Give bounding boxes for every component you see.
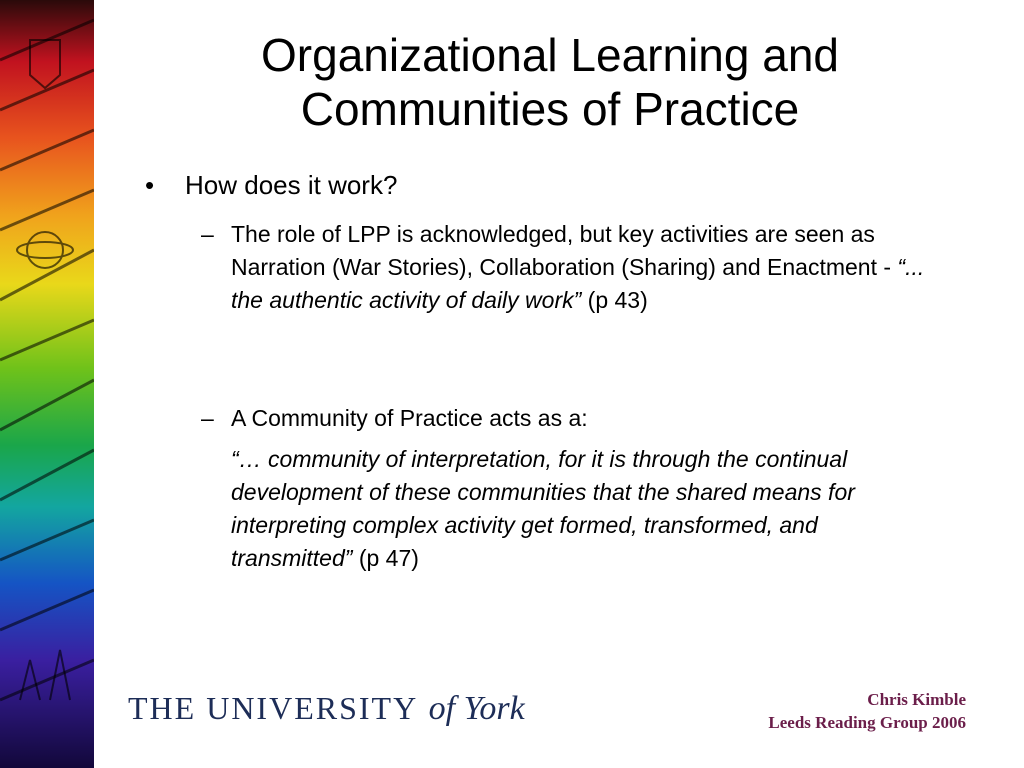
sub-bullet-body <box>231 218 941 317</box>
sub-bullet-text: The role of LPP is acknowledged, but key activities are seen as Narration (War Stories), Collaboration (Sharing) and Enactment - <box>231 221 898 280</box>
author-name: Chris Kimble <box>867 690 966 709</box>
dash-marker: – <box>201 405 214 431</box>
quote-block <box>231 443 941 575</box>
sub-bullet-body <box>231 402 941 575</box>
sub-bullet-text: A Community of Practice acts as a: <box>231 405 588 431</box>
bullet-marker: • <box>145 170 155 200</box>
sub-bullet-quote: “… community of interpretation, for it is through the continual development of these communities that the shared means for interpreting complex activity get formed, transformed, and transmitted” <box>231 446 855 571</box>
logo-script: of York <box>428 690 525 727</box>
decorative-rainbow-strip <box>0 0 94 768</box>
author-credit <box>768 688 966 734</box>
university-logo <box>128 690 525 740</box>
sub-bullet-lpp <box>201 218 941 317</box>
sub-bullet-community <box>201 402 941 575</box>
logo-text: THE UNIVERSITY <box>128 690 419 726</box>
sub-bullet-quote: “... the authentic activity of daily work” <box>231 254 925 313</box>
slide-title: Organizational Learning and Communities of Practice <box>261 29 839 135</box>
bullet-text: How does it work? <box>185 170 398 200</box>
sub-bullet-ref: (p 43) <box>581 287 648 313</box>
sub-bullet-ref: (p 47) <box>352 545 419 571</box>
dash-marker: – <box>201 221 214 247</box>
group-name: Leeds Reading Group 2006 <box>768 713 966 732</box>
strip-decoration-graphic <box>0 0 94 768</box>
